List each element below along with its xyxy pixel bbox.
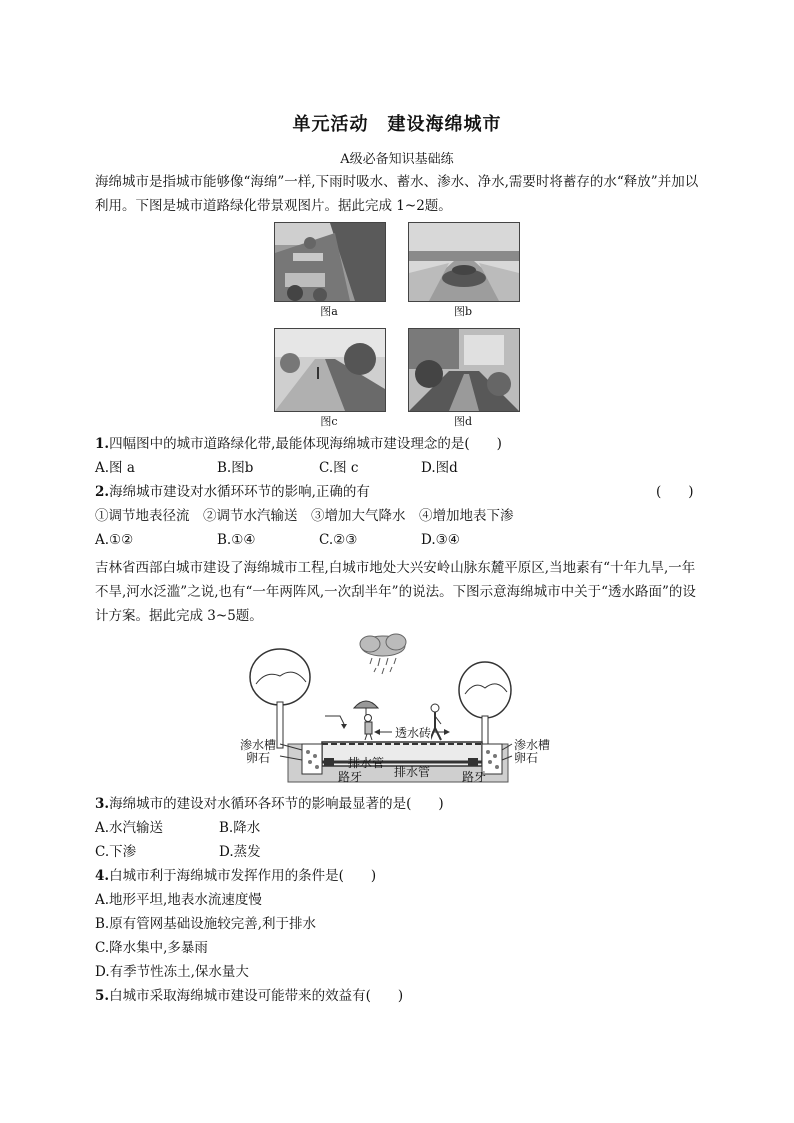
photo-d: [408, 328, 520, 412]
caption-d: 图d: [453, 415, 473, 428]
question-5-stem: 白城市采取海绵城市建设可能带来的效益有( ): [109, 988, 404, 1004]
question-2-number: 2.: [95, 484, 110, 500]
caption-a: 图a: [320, 305, 338, 318]
question-4-number: 4.: [95, 868, 110, 884]
photo-c-image: [275, 329, 385, 411]
q1-option-d[interactable]: D.图d: [421, 460, 458, 476]
permeable-brick-label: 透水砖: [395, 726, 432, 740]
permeable-road-diagram: [240, 632, 560, 784]
person-umbrella-icon: [354, 701, 378, 740]
drain-pipe-label-2: 排水管: [394, 765, 431, 779]
curb-right-label: 路牙: [462, 770, 487, 784]
photo-d-image: [409, 329, 519, 411]
person-walking-icon: [430, 704, 441, 740]
question-2-options: [95, 530, 695, 550]
caption-c: 图c: [320, 415, 338, 428]
intro-paragraph-1: 海绵城市是指城市能够像“海绵”一样,下雨时吸水、蓄水、渗水、净水,需要时将蓄存的水“释放”并加以利用。下图是城市道路绿化带景观图片。据此完成 1~2题。: [95, 174, 699, 214]
q4-option-d[interactable]: D.有季节性冻土,保水量大: [95, 964, 249, 980]
q1-option-a[interactable]: A.图 a: [95, 460, 135, 476]
photo-b-image: [409, 223, 519, 301]
question-1-options: [95, 458, 695, 478]
q4-option-a[interactable]: A.地形平坦,地表水流速度慢: [95, 892, 262, 908]
q3-option-a[interactable]: A.水汽输送: [95, 820, 164, 836]
drain-pipe-label-1: 排水管: [348, 756, 385, 770]
q3-option-c[interactable]: C.下渗: [95, 844, 137, 860]
photo-a-image: [275, 223, 385, 301]
curb-left-label: 路牙: [338, 770, 363, 784]
photo-b: [408, 222, 520, 302]
section-heading: A级必备知识基础练: [340, 152, 454, 167]
q1-option-c[interactable]: C.图 c: [319, 460, 359, 476]
q3-option-d[interactable]: D.蒸发: [219, 844, 261, 860]
pebble-left-label: 卵石: [246, 751, 271, 765]
permeable-road-svg: [240, 632, 560, 784]
q2-option-b[interactable]: B.①④: [217, 532, 256, 548]
q3-option-b[interactable]: B.降水: [219, 820, 261, 836]
question-3-options-row-1: [95, 818, 495, 838]
question-4-stem: 白城市利于海绵城市发挥作用的条件是( ): [109, 868, 377, 884]
seep-trench-left-label: 渗水槽: [240, 738, 277, 752]
question-3-stem: 海绵城市的建设对水循环各环节的影响最显著的是( ): [109, 796, 444, 812]
intro-paragraph-2: 吉林省西部白城市建设了海绵城市工程,白城市地处大兴安岭山脉东麓平原区,当地素有“十年九旱,一年不旱,河水泛滥”之说,也有“一年两阵风,一次刮半年”的说法。下图示意海绵城市中关于“透水路面”的设计方案。据此完成 3~5题。: [95, 560, 696, 624]
question-5: [95, 986, 403, 1006]
seep-trench-right-label: 渗水槽: [514, 738, 551, 752]
caption-b: 图b: [453, 305, 473, 318]
q2-option-d[interactable]: D.③④: [421, 532, 460, 548]
q1-option-b[interactable]: B.图b: [217, 460, 254, 476]
question-2-items: ①调节地表径流 ②调节水汽输送 ③增加大气降水 ④增加地表下渗: [95, 508, 514, 524]
photo-c: [274, 328, 386, 412]
question-3: [95, 794, 444, 814]
question-5-number: 5.: [95, 988, 110, 1004]
q4-option-b[interactable]: B.原有管网基础设施较完善,利于排水: [95, 916, 317, 932]
question-1-number: 1.: [95, 436, 110, 452]
question-2-stem: 海绵城市建设对水循环环节的影响,正确的有: [109, 484, 370, 500]
question-2: [95, 482, 370, 502]
tree-left-icon: [250, 649, 310, 748]
question-4: [95, 866, 376, 886]
question-3-options-row-2: [95, 842, 495, 862]
pebble-right-label: 卵石: [514, 751, 539, 765]
question-3-number: 3.: [95, 796, 110, 812]
q2-option-a[interactable]: A.①②: [95, 532, 134, 548]
rain-cloud-icon: [360, 634, 406, 674]
q4-option-c[interactable]: C.降水集中,多暴雨: [95, 940, 208, 956]
question-1-stem: 四幅图中的城市道路绿化带,最能体现海绵城市建设理念的是( ): [109, 436, 502, 452]
tree-right-icon: [459, 662, 511, 748]
question-2-bracket: ( ): [656, 484, 694, 500]
page-title: 单元活动 建设海绵城市: [292, 114, 502, 135]
question-1: [95, 434, 502, 454]
photo-a: [274, 222, 386, 302]
q2-option-c[interactable]: C.②③: [319, 532, 358, 548]
